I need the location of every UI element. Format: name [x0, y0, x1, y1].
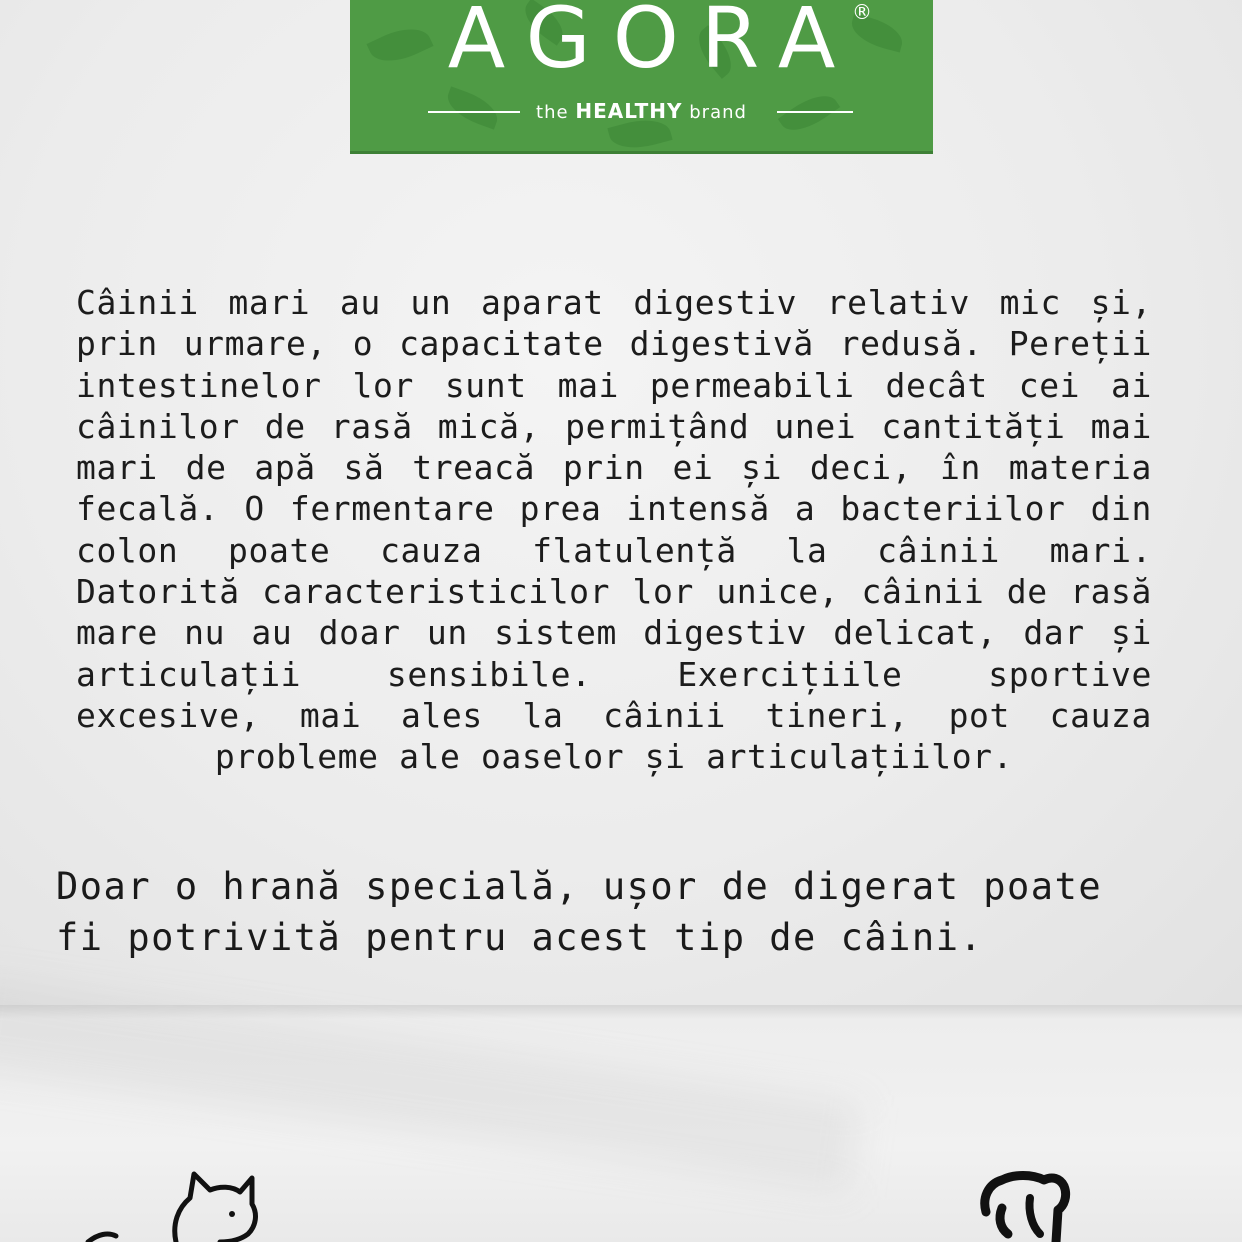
brand-tagline [350, 96, 933, 128]
brand-logo [350, 0, 933, 154]
registered-mark: ® [852, 0, 872, 24]
dog-icon [980, 1168, 1080, 1242]
cat-icon [80, 1168, 260, 1242]
call-to-action: Doar o hrană specială, ușor de digerat poate fi potrivită pentru acest tip de câini. [56, 865, 1103, 959]
tagline-prefix: the [536, 102, 569, 123]
body-paragraph: Câinii mari au un aparat digestiv relativ mic și, prin urmare, o capacitate digestivă redusă. Pereții intestinelor lor sunt mai permeabili decât cei ai câinilor de rasă mică, permițând unei cantități mai mari de apă să treacă prin ei și deci, în materia fecală. O fermentare prea intensă a bacteriilor din colon poate cauza flatulență la câinii mari. Datorită caracteristicilor lor unice, câinii de rasă mare nu au doar un sistem digestiv delicat, dar și articulații sensibile. Exercițiile sportive excesive, mai ales la câinii tineri, pot cauza probleme ale oaselor și articulațiilor. [76, 283, 1152, 777]
tagline-suffix: brand [689, 102, 747, 123]
tagline-highlight: HEALTHY [575, 99, 683, 123]
brand-name: AGORA [447, 0, 858, 87]
